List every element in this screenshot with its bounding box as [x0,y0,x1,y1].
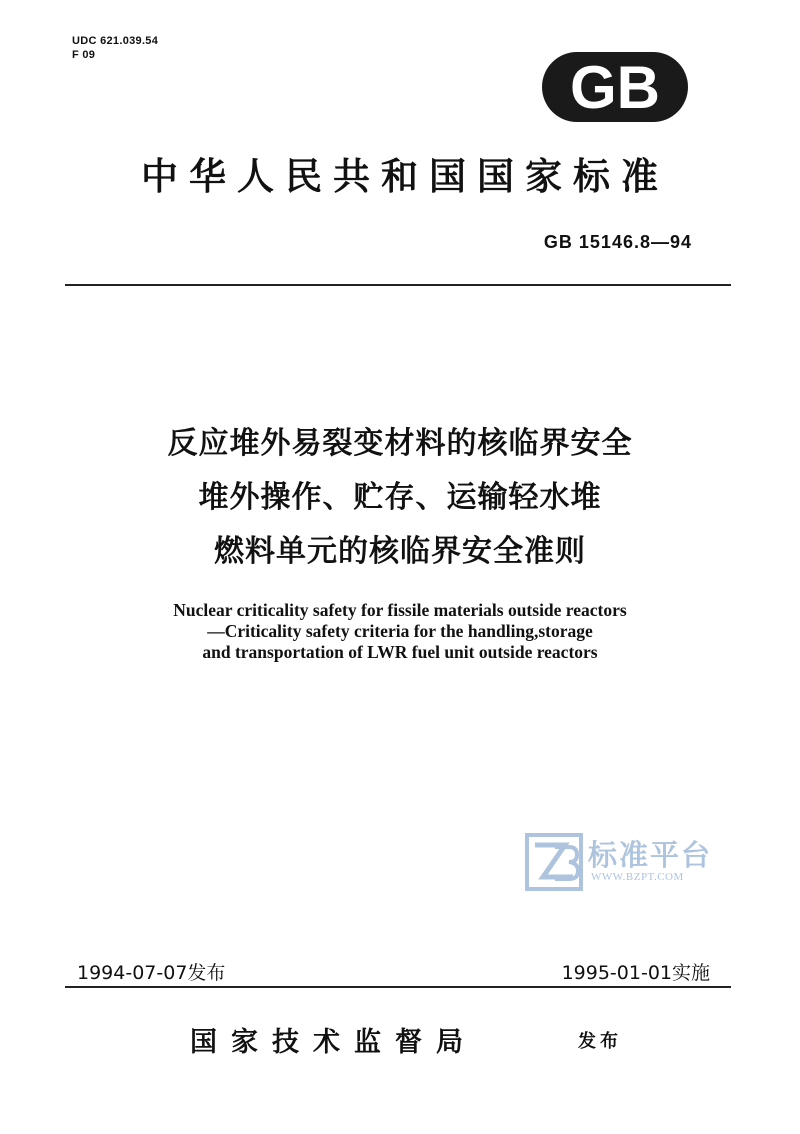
title-cn-line-3: 燃料单元的核临界安全准则 [214,534,586,569]
gb-logo [540,50,690,124]
gb-logo-text: GB [570,54,660,121]
watermark-text: 标准平台 [588,838,713,872]
title-en-line-1: Nuclear criticality safety for fissile materials outside reactors [173,600,627,620]
standard-number: GB 15146.8—94 [543,232,692,252]
category-code: F 09 [72,49,96,61]
udc-block [72,34,158,62]
bottom-divider [65,986,731,988]
watermark [525,833,725,891]
top-divider [65,284,731,286]
title-cn-line-2: 堆外操作、贮存、运输轻水堆 [198,480,602,515]
watermark-url: WWW.BZPT.COM [591,871,684,883]
implementation-date: 1995-01-01实施 [561,962,710,984]
national-standard-title: 中华人民共和国国家标准 [141,155,669,198]
issuing-action: 发布 [578,1031,622,1052]
issue-date: 1994-07-07发布 [77,962,226,984]
title-en-line-3: and transportation of LWR fuel unit outside reactors [202,642,598,662]
udc-code: UDC 621.039.54 [72,35,159,47]
issuing-authority: 国家技术监督局 [190,1027,477,1058]
title-en-line-2: —Criticality safety criteria for the handling,storage [207,621,593,641]
watermark-logo-icon [525,833,583,891]
title-cn-line-1: 反应堆外易裂变材料的核临界安全 [167,426,633,461]
